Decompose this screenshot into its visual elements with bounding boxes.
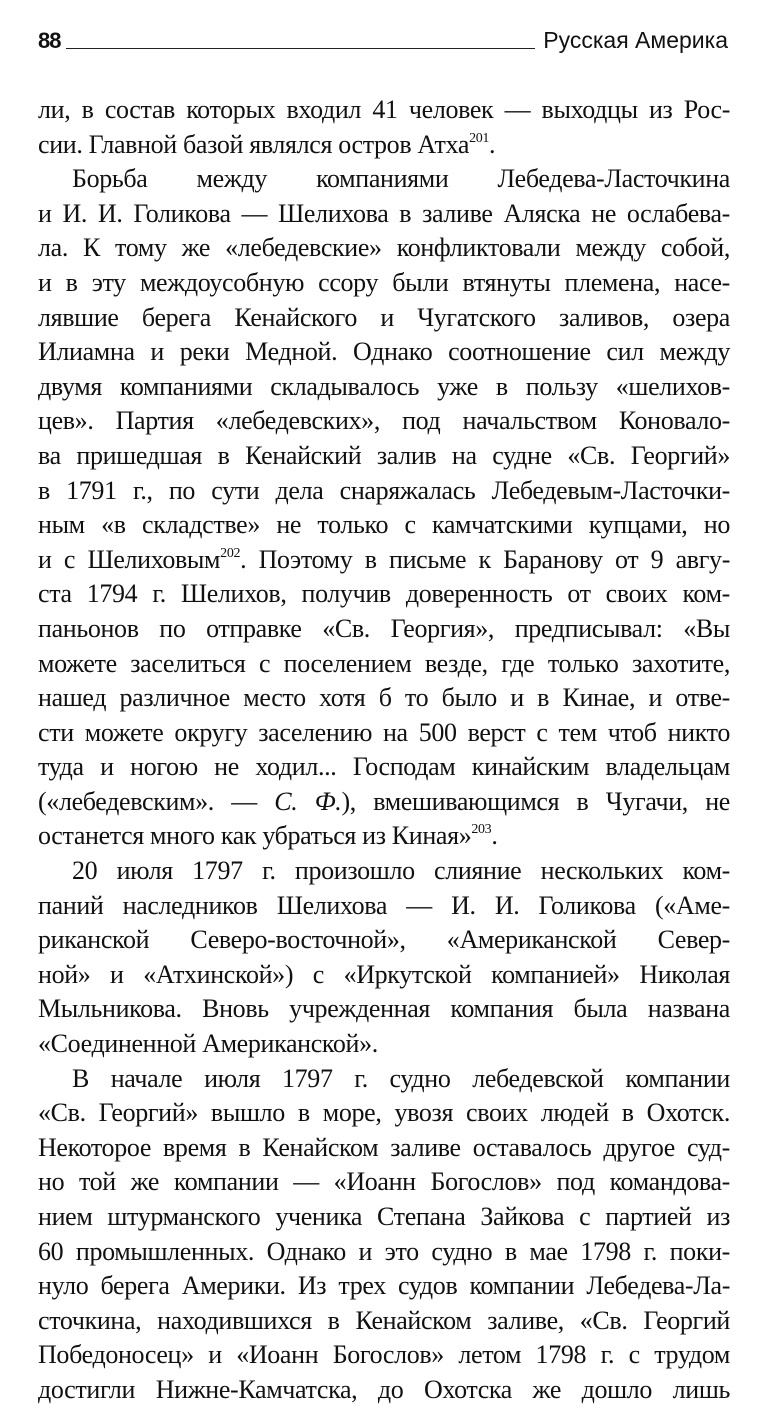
text-segment: сии. Главной базой являлся остров Атха bbox=[38, 129, 470, 159]
text-segment: и в эту междоусобную ссору были втянуты племена, насе- bbox=[38, 267, 730, 297]
text-line bbox=[38, 819, 730, 854]
text-segment: . Поэтому в письме к Баранову от 9 авгу- bbox=[240, 544, 731, 574]
text-segment: нашед различное место хотя б то было и в Кинае, и отве- bbox=[38, 683, 730, 713]
text-segment: «Св. Георгий» вышло в море, увозя своих людей в Охотск. bbox=[38, 1098, 730, 1128]
text-segment: ной» и «Атхинской») с «Иркутской компанией» Николая bbox=[38, 959, 730, 989]
footnote-ref: 201 bbox=[469, 130, 490, 146]
text-line bbox=[38, 1338, 730, 1373]
text-segment: 20 июля 1797 г. произошло слияние нескольких ком- bbox=[72, 856, 730, 886]
text-segment: Победоносец» и «Иоанн Богослов» летом 1798 г. с трудом bbox=[38, 1340, 730, 1370]
text-line bbox=[38, 854, 730, 889]
text-line bbox=[38, 1235, 730, 1270]
text-line bbox=[38, 577, 730, 612]
text-segment: ным «в складстве» не только с камчатскими купцами, но bbox=[38, 510, 730, 540]
text-segment: Мыльникова. Вновь учрежденная компания была названа bbox=[38, 994, 730, 1024]
text-line bbox=[38, 716, 730, 751]
text-line bbox=[38, 1062, 730, 1097]
text-line bbox=[38, 1131, 730, 1166]
italic-text: С. Ф. bbox=[274, 786, 342, 816]
text-line bbox=[38, 958, 730, 993]
text-line bbox=[38, 1027, 730, 1062]
text-line bbox=[38, 1165, 730, 1200]
text-line bbox=[38, 785, 730, 820]
text-segment: («лебедевским». — bbox=[38, 786, 275, 816]
text-segment: нием штурманского ученика Степана Зайкова с партией из bbox=[38, 1202, 730, 1231]
text-line bbox=[38, 1200, 730, 1235]
text-segment: можете заселиться с поселением везде, где только захотите, bbox=[38, 648, 730, 678]
text-line bbox=[38, 301, 730, 336]
text-line bbox=[38, 1269, 730, 1304]
text-segment: ли, в состав которых входил 41 человек — выходцы из Рос- bbox=[38, 95, 730, 124]
page-number: 88 bbox=[38, 28, 61, 53]
text-line bbox=[38, 197, 730, 232]
text-segment: нуло берега Америки. Из трех судов компании Лебедева-Ла- bbox=[38, 1271, 730, 1301]
text-segment: достигли Нижне-Камчатска, до Охотска же дошло лишь bbox=[38, 1374, 730, 1404]
header-rule bbox=[66, 48, 535, 49]
text-segment: В начале июля 1797 г. судно лебедевской компании bbox=[72, 1063, 730, 1093]
text-segment: риканской Северо-восточной», «Американской Север- bbox=[38, 925, 730, 955]
running-title: Русская Америка bbox=[543, 27, 728, 53]
text-line bbox=[38, 543, 730, 578]
text-segment: . bbox=[489, 129, 496, 159]
text-line bbox=[38, 266, 730, 301]
page-header bbox=[38, 22, 728, 54]
text-segment: сти можете округу заселению на 500 верст с тем чтоб никто bbox=[38, 717, 730, 747]
text-segment: «Соединенной Американской». bbox=[38, 1029, 378, 1059]
text-segment: Илиамна и реки Медной. Однако соотношение сил между bbox=[38, 337, 730, 367]
text-segment: и И. И. Голикова — Шелихова в заливе Аляска не ослабева- bbox=[38, 198, 730, 228]
text-segment: двумя компаниями складывалось уже в пользу «шелихов- bbox=[38, 371, 730, 401]
text-line bbox=[38, 889, 730, 924]
text-line bbox=[38, 474, 730, 509]
text-line bbox=[38, 439, 730, 474]
body-text bbox=[38, 93, 730, 1408]
text-segment: останется много как убраться из Киная» bbox=[38, 821, 472, 851]
text-segment: паний наследников Шелихова — И. И. Голикова («Аме- bbox=[38, 890, 730, 920]
text-segment: ва пришедшая в Кенайский залив на судне «Св. Георгий» bbox=[38, 440, 730, 470]
text-segment: Некоторое время в Кенайском заливе оставалось другое суд- bbox=[38, 1132, 730, 1162]
text-line bbox=[38, 508, 730, 543]
text-line bbox=[38, 992, 730, 1027]
text-segment: но той же компании — «Иоанн Богослов» под командова- bbox=[38, 1167, 730, 1197]
text-line bbox=[38, 681, 730, 716]
text-line bbox=[38, 93, 730, 128]
text-segment: сточкина, находившихся в Кенайском заливе, «Св. Георгий bbox=[38, 1305, 730, 1335]
text-line bbox=[38, 370, 730, 405]
text-line bbox=[38, 923, 730, 958]
text-segment: . bbox=[491, 821, 498, 851]
text-line bbox=[38, 404, 730, 439]
text-line bbox=[38, 612, 730, 647]
text-line bbox=[38, 162, 730, 197]
footnote-ref: 203 bbox=[471, 822, 492, 838]
footnote-ref: 202 bbox=[220, 545, 241, 561]
text-segment: лявшие берега Кенайского и Чугатского заливов, озера bbox=[38, 302, 730, 332]
text-line bbox=[38, 335, 730, 370]
text-line bbox=[38, 750, 730, 785]
text-line bbox=[38, 1304, 730, 1339]
text-line bbox=[38, 231, 730, 266]
text-segment: туда и ногою не ходил... Господам кинайским владельцам bbox=[38, 752, 730, 782]
text-segment: ста 1794 г. Шелихов, получив доверенность от своих ком- bbox=[38, 579, 730, 609]
text-segment: ла. К тому же «лебедевские» конфликтовали между собой, bbox=[38, 233, 730, 263]
text-line bbox=[38, 1096, 730, 1131]
text-segment: в 1791 г., по сути дела снаряжалась Лебедевым-Ласточки- bbox=[38, 475, 730, 505]
text-line bbox=[38, 647, 730, 682]
text-segment: паньонов по отправке «Св. Георгия», предписывал: «Вы bbox=[38, 613, 730, 643]
text-line bbox=[38, 128, 730, 163]
text-segment: Борьба между компаниями Лебедева-Ласточкина bbox=[72, 164, 730, 194]
text-line bbox=[38, 1373, 730, 1408]
text-segment: цев». Партия «лебедевских», под начальством Коновало- bbox=[38, 406, 730, 436]
text-segment: и с Шелиховым bbox=[38, 544, 221, 574]
text-segment: ), вмешивающимся в Чугачи, не bbox=[341, 786, 730, 816]
text-segment: 60 промышленных. Однако и это судно в мае 1798 г. поки- bbox=[38, 1236, 730, 1266]
